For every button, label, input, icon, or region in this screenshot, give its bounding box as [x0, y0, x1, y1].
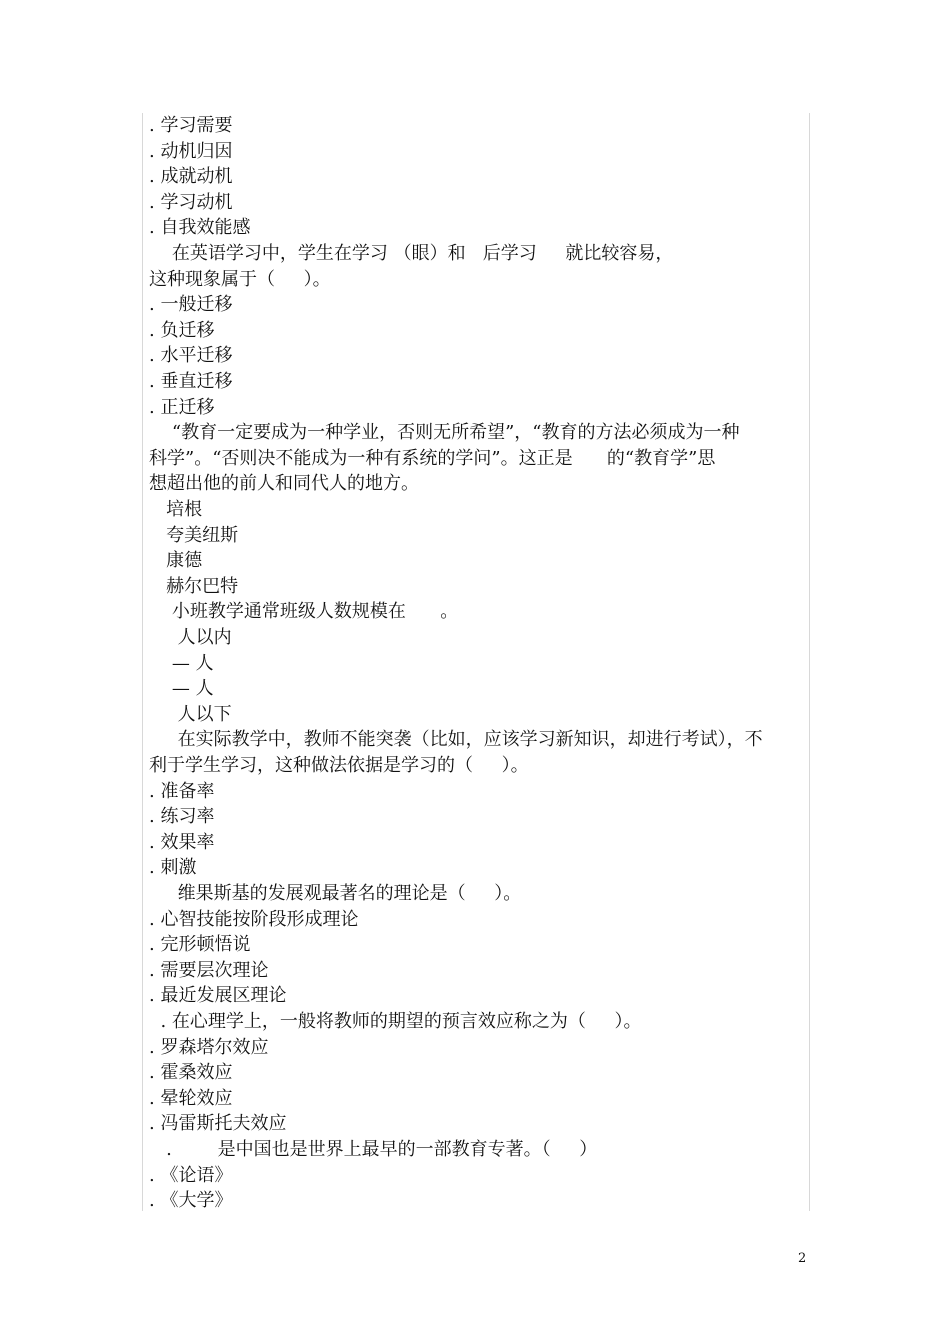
- text-line: 小班教学通常班级人数规模在 。: [149, 601, 459, 623]
- text-line: . 一般迁移: [149, 294, 233, 316]
- text-line: . 成就动机: [149, 166, 233, 188]
- text-line: 培根: [149, 499, 203, 520]
- text-line: . 心智技能按阶段形成理论: [149, 908, 359, 930]
- text-line: . 冯雷斯托夫效应: [149, 1113, 287, 1135]
- text-line: — 人: [149, 652, 214, 674]
- text-line: . 《大学》: [149, 1190, 233, 1212]
- text-line: . 准备率: [149, 780, 215, 802]
- text-line: . 负迁移: [149, 319, 215, 341]
- text-line: . 水平迁移: [149, 345, 233, 367]
- text-line: . 动机归因: [149, 140, 233, 162]
- text-line: 人以内: [149, 627, 232, 648]
- text-line: . 最近发展区理论: [149, 985, 287, 1007]
- text-line: 人以下: [149, 703, 232, 725]
- text-line: . 自我效能感: [149, 217, 251, 239]
- text-line: . 在心理学上，一般将教师的期望的预言效应称之为（ ）。: [149, 1011, 642, 1032]
- text-line: — 人: [149, 678, 214, 700]
- text-line: 利于学生学习，这种做法依据是学习的（ ）。: [149, 755, 529, 776]
- text-line: . 刺激: [149, 857, 197, 879]
- text-line: . 《论语》: [149, 1164, 233, 1186]
- text-line: 这种现象属于（ ）。: [149, 268, 331, 290]
- text-line: . 垂直迁移: [149, 371, 233, 392]
- text-line: 赫尔巴特: [149, 575, 239, 597]
- text-line: . 罗森塔尔效应: [149, 1036, 269, 1058]
- text-line: . 练习率: [149, 806, 215, 828]
- text-line: 在实际教学中，教师不能突袭（比如，应该学习新知识，却进行考试），不: [149, 729, 763, 751]
- text-line: 在英语学习中，学生在学习 （眼）和 后学习 就比较容易，: [149, 243, 674, 264]
- text-line: . 正迁移: [149, 396, 215, 418]
- text-line: . 是中国也是世界上最早的一部教育专著。（ ）: [149, 1139, 598, 1160]
- text-line: . 需要层次理论: [149, 959, 269, 981]
- text-line: 科学”。“否则决不能成为一种有系统的学问”。这正是 的“教育学”思: [149, 447, 716, 469]
- text-line: 维果斯基的发展观最著名的理论是（ ）。: [149, 883, 522, 904]
- text-line: . 晕轮效应: [149, 1087, 233, 1109]
- page-content-frame: [142, 113, 810, 1211]
- text-line: . 完形顿悟说: [149, 934, 251, 956]
- text-line: . 效果率: [149, 831, 215, 853]
- text-line: . 学习动机: [149, 191, 233, 213]
- text-line: “教育一定要成为一种学业，否则无所希望”，“教育的方法必须成为一种: [149, 422, 740, 444]
- text-line: . 学习需要: [149, 115, 233, 136]
- text-line: 夸美纽斯: [149, 524, 239, 546]
- text-line: . 霍桑效应: [149, 1062, 233, 1084]
- text-line: 康德: [149, 550, 203, 572]
- text-line: 想超出他的前人和同代人的地方。: [149, 473, 419, 495]
- page-number: 2: [798, 1251, 807, 1266]
